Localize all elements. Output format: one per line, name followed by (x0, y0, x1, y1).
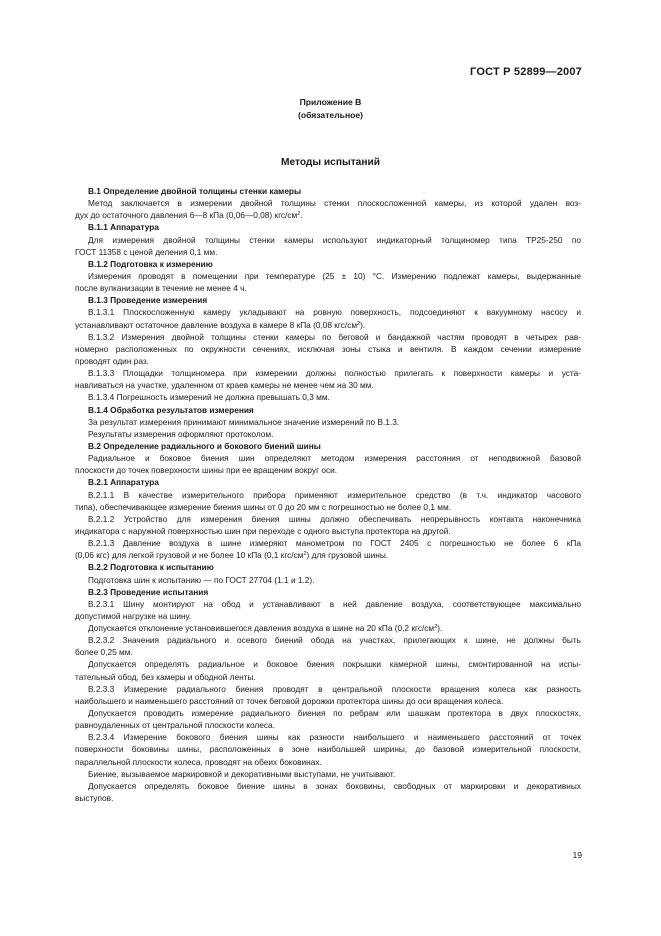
paragraph-line: В.2.1.1 В качестве измерительного прибора применяют измерительное средство (в т.ч. индикатор часового (88, 489, 581, 500)
paragraph-line: В.1.3.1 Плоскосложенную камеру укладывают на ровную поверхность, подсоединяют к вакуумному насосу и (88, 307, 581, 318)
paragraph-line: проводят один раз. (75, 355, 149, 366)
paragraph-line: выступов. (75, 793, 114, 804)
heading-b1: В.1 Определение двойной толщины стенки камеры (88, 186, 302, 196)
paragraph-line: В.2.3.1 Шину монтируют на обод и устанавливают в ней давление воздуха, соответствующее максимально (88, 598, 581, 609)
paragraph-line: допустимой нагрузке на шину. (75, 610, 192, 621)
paragraph-line: более 0,25 мм. (75, 647, 133, 658)
paragraph-line: устанавливают остаточное давление воздуха в камере 8 кПа (0,08 кгс/$см^2$). (75, 319, 366, 330)
heading-b1-2: В.1.2 Подготовка к измерению (88, 258, 213, 269)
annex-title: Приложение В (299, 97, 362, 107)
paragraph-line: поверхности боковины шины, расположенных в зоне наибольшей ширины, до базовой измерительной плоскости, (75, 744, 581, 755)
paragraph-line: В.2.3.4 Измерение бокового биения шины как разности наибольшего и наименьшего расстояний от точек (88, 732, 581, 743)
paragraph-line: Биение, вызываемое маркировкой и декоративными выступами, не учитывают. (88, 768, 396, 779)
paragraph-line: плоскости до точек поверхности шины при ее вращении вокруг оси. (75, 465, 338, 476)
paragraph-line: Допускается определять боковое биение шины в зонах боковины, свободных от маркировки и декоративных (88, 780, 581, 791)
paragraph-line: В.1.3.4 Погрешность измерений не должна превышать 0,3 мм. (88, 392, 330, 403)
standard-number: ГОСТ Р 52899—2007 (470, 66, 582, 78)
section-title: Методы испытаний (280, 157, 381, 168)
paragraph-line: (0,06 кгс) для легкой грузовой и не более 10 кПа (0,1 кгс/$см^2$) для грузовой шины. (75, 550, 389, 561)
paragraph-line: тательный обод, без камеры и ободной ленты. (75, 671, 256, 682)
annex-status: (обязательное) (297, 110, 364, 120)
paragraph-line: номерно расположенных по окружности сечениях, исключая зоны стыка и вентиля. В каждом сечении измерение (75, 343, 581, 354)
paragraph-line: В.1.3.3 Площадки толщиномера при измерении должны полностью прилегать к поверхности камеры и уста- (88, 368, 581, 379)
heading-b1-4: В.1.4 Обработка результатов измерения (88, 404, 254, 415)
heading-b2-3: В.2.3 Проведение испытания (88, 586, 209, 597)
paragraph-line: ГОСТ 11358 с ценой деления 0,1 мм. (75, 246, 218, 257)
paragraph-line: Метод заключается в измерении двойной толщины стенки плоскосложенной камеры, из которой удален воз- (88, 198, 581, 209)
page-number: 19 (572, 850, 582, 860)
paragraph-line: Результаты измерения оформляют протоколом. (88, 428, 274, 439)
paragraph-line: после вулканизации в течение не менее 4 ч. (75, 283, 247, 294)
paragraph-line: Для измерения двойной толщины стенки камеры используют индикаторный толщиномер типа ТР25-250 по (88, 234, 581, 245)
paragraph-line: Допускается определять радиальное и боковое биения покрышки камерной шины, смонтированной на испы- (88, 659, 581, 670)
heading-b1-3: В.1.3 Проведение измерения (88, 295, 208, 306)
paragraph-line: Допускается отклонение установившегося давления воздуха в шине на 20 кПа (0,2 кгс/$см^2$). (88, 623, 443, 634)
paragraph-line: В.2.1.2 Устройство для измерения биения шины должно обеспечивать непрерывность контакта наконечника (88, 513, 581, 524)
paragraph-line: навливаться на участке, удаленном от краев камеры не менее чем на 30 мм. (75, 380, 374, 391)
heading-b2: В.2 Определение радиального и бокового биений шины (88, 440, 321, 451)
paragraph-line: дух до остаточного давления 6—8 кПа (0,06—0,08) кгс/$см^2$. (75, 210, 303, 221)
paragraph-line: В.1.3.2 Измерения двойной толщины стенки камеры по беговой и бандажной частям проводят в четырех рав- (88, 331, 581, 342)
heading-b2-1: В.2.1 Аппаратура (88, 477, 159, 488)
paragraph-line: Радиальное и боковое биения шин определяют методом измерения расстояния от неподвижной базовой (88, 453, 581, 464)
heading-b1-1: В.1.1 Аппаратура (88, 222, 159, 233)
paragraph-line: Подготовка шин к испытанию — по ГОСТ 27704 (1.1 и 1.2). (88, 574, 315, 585)
paragraph-line: равноудаленных от центральной плоскости колеса. (75, 720, 275, 731)
paragraph-line: За результат измерения принимают минимальное значение измерений по В.1.3. (88, 416, 400, 427)
paragraph-line: параллельной плоскости колеса, проводят на обеих боковинах. (75, 756, 322, 767)
heading-b2-2: В.2.2 Подготовка к испытанию (88, 562, 214, 573)
paragraph-line: В.2.3.3 Измерение радиального биения проводят в центральной плоскости вращения колеса как разность (88, 683, 581, 694)
paragraph-line: Измерения проводят в помещении при температуре (25 ± 10) °С. Измерению подлежат камеры, выдержанные (88, 270, 581, 281)
paragraph-line: В.2.1.3 Давление воздуха в шине измеряют манометром по ГОСТ 2405 с погрешностью не более 6 кПа (88, 538, 581, 549)
paragraph-line: индикатора с наружной поверхностью шин при переходе с одного выступа протектора на другой. (75, 525, 451, 536)
document-body (75, 185, 581, 804)
paragraph-line: В.2.3.2 Значения радиального и осевого биений обода на участках, прилегающих к шине, не должны быть (88, 635, 581, 646)
paragraph-line: Допускается проводить измерение радиального биения по ребрам или шашкам протектора в двух плоскостях, (88, 708, 581, 719)
paragraph-line: типа), обеспечивающее измерение биения шины от 0 до 20 мм с погрешностью не более 0,1 мм. (75, 501, 451, 512)
paragraph-line: наибольшего и наименьшего расстояний от точек беговой дорожки протектора шины до оси вращения колеса. (75, 695, 504, 706)
